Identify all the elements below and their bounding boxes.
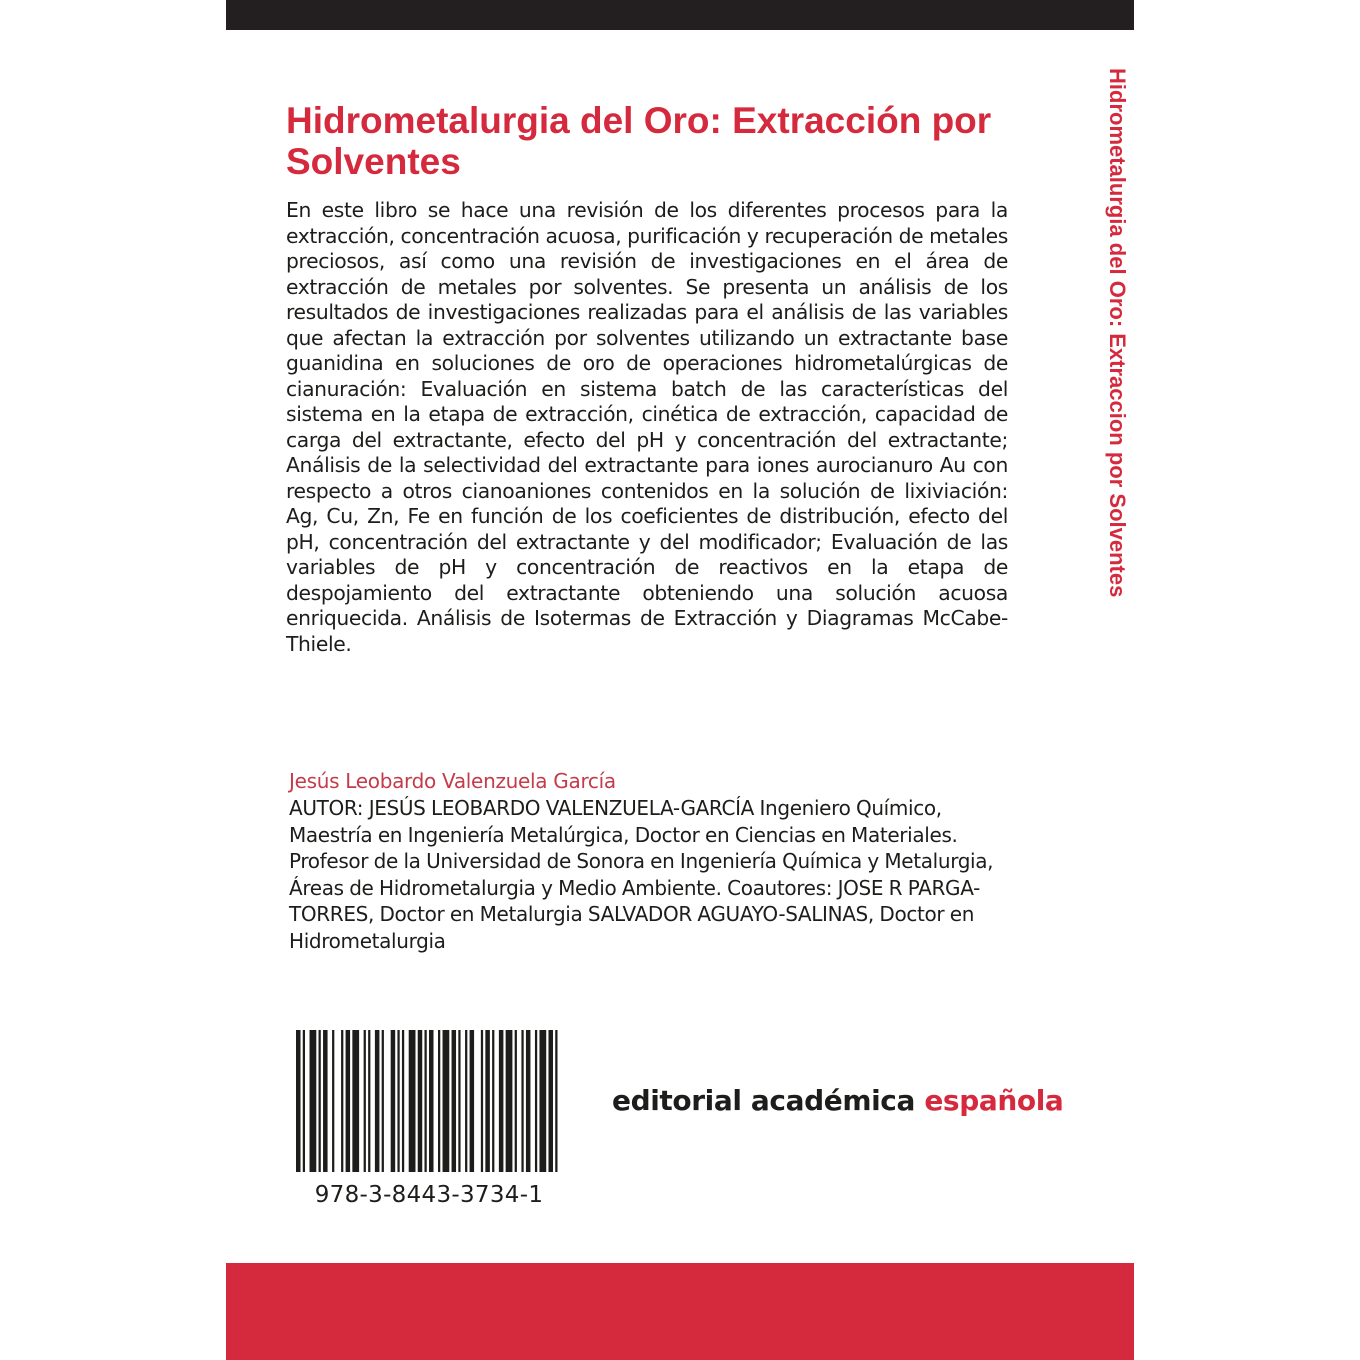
- author-name: Jesús Leobardo Valenzuela García: [289, 769, 616, 793]
- barcode-bar: [539, 1030, 546, 1172]
- barcode-bar: [452, 1030, 457, 1172]
- barcode: [296, 1030, 562, 1172]
- barcode-bar: [418, 1030, 423, 1172]
- spine: [1095, 68, 1139, 648]
- barcode-bar: [409, 1030, 416, 1172]
- publisher-name: editorial académica: [612, 1084, 915, 1117]
- barcode-bar: [429, 1030, 434, 1172]
- barcode-bar: [548, 1030, 553, 1172]
- barcode-bar: [535, 1030, 537, 1172]
- barcode-bar: [438, 1030, 440, 1172]
- barcode-bar: [296, 1030, 301, 1172]
- barcode-bar: [521, 1030, 523, 1172]
- barcode-bar: [397, 1030, 399, 1172]
- barcode-bar: [465, 1030, 467, 1172]
- barcode-bar: [443, 1030, 450, 1172]
- publisher-logo: [612, 1084, 1064, 1118]
- barcode-bar: [352, 1030, 359, 1172]
- barcode-bar: [341, 1030, 343, 1172]
- barcode-bar: [368, 1030, 370, 1172]
- barcode-bar: [506, 1030, 513, 1172]
- book-description: En este libro se hace una revisión de los diferentes procesos para la extracción, concentración acuosa, purificación y recuperación de metales preciosos, así como una revisión de investigaciones en el área de extracción de metales por solventes. Se presenta un análisis de los resultados de investigaciones realizadas para el análisis de las variables que afectan la extracción por solventes utilizando un extractante base guanidina en soluciones de oro de operaciones hidrometalúrgicas de cianuración: Evaluación en sistema batch de las características del sistema en la etapa de extracción, cinética de extracción, capacidad de carga del extractante, efecto del pH y concentración del extractante; Análisis de la selectividad del extractante para iones aurocianuro Au con respecto a otros cianoaniones contenidos en la solución de lixiviación: Ag, Cu, Zn, Fe en función de los coeficientes de distribución, efecto del pH, concentración del extractante y del modificador; Evaluación de las variables de pH y concentración de reactivos en la etapa de despojamiento del extractante obteniendo una solución acuosa enriquecida. Análisis de Isotermas de Extracción y Diagramas McCabe-Thiele.: [286, 198, 1008, 656]
- barcode-bar: [485, 1030, 490, 1172]
- barcode-bar: [323, 1030, 328, 1172]
- book-title: Hidrometalurgia del Oro: Extracción por Solventes: [286, 100, 992, 182]
- barcode-bar: [458, 1030, 460, 1172]
- barcode-bar: [319, 1030, 321, 1172]
- barcode-bar: [492, 1030, 494, 1172]
- barcode-bar: [382, 1030, 384, 1172]
- barcode-bar: [515, 1030, 517, 1172]
- isbn-number: 978-3-8443-3734-1: [314, 1182, 544, 1208]
- barcode-bar: [499, 1030, 504, 1172]
- barcode-bar: [470, 1030, 475, 1172]
- barcode-bar: [346, 1030, 351, 1172]
- bottom-band: [226, 1263, 1134, 1360]
- barcode-bar: [391, 1030, 396, 1172]
- spine-title: Hidrometalurgia del Oro: Extraccion por Solventes: [1105, 68, 1130, 598]
- barcode-bar: [310, 1030, 317, 1172]
- barcode-bar: [303, 1030, 305, 1172]
- barcode-bar: [332, 1030, 334, 1172]
- barcode-bar: [526, 1030, 531, 1172]
- barcode-bar: [402, 1030, 404, 1172]
- barcode-bar: [481, 1030, 483, 1172]
- author-bio: AUTOR: JESÚS LEOBARDO VALENZUELA-GARCÍA Ingeniero Químico, Maestría en Ingeniería Metalúrgica, Doctor en Ciencias en Materiales. Profesor de la Universidad de Sonora en Ingeniería Química y Metalurgia, Áreas de Hidrometalurgia y Medio Ambiente. Coautores: JOSE R PARGA-TORRES, Doctor en Metalurgia SALVADOR AGUAYO-SALINAS, Doctor en Hidrometalurgia: [289, 796, 994, 953]
- barcode-bar: [375, 1030, 380, 1172]
- barcode-bar: [364, 1030, 366, 1172]
- publisher-name-accent: española: [924, 1084, 1064, 1117]
- top-band: [226, 0, 1134, 30]
- barcode-bar: [424, 1030, 426, 1172]
- barcode-bar: [555, 1030, 557, 1172]
